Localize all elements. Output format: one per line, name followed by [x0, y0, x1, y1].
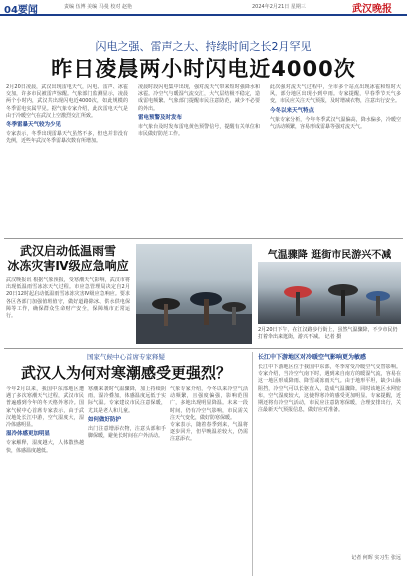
lead-subhead: 闪电之强、雷声之大、持续时间之长2月罕见: [95, 40, 312, 53]
bottom-subhead: 国家气候中心首席专家释疑: [87, 353, 165, 361]
bottom-headline: 武汉人为何对寒潮感受更强烈？: [20, 364, 231, 382]
lead-headline: 昨日凌晨两小时闪电近4000次: [51, 57, 356, 81]
photo-caption-text: 2月20日下午，在江汉路步行街上，虽然气温骤降，不少市民仍打着伞出来逛街，游兴不减。: [258, 327, 398, 340]
paper-logo: 武汉晚报: [352, 4, 392, 15]
sidebar-body: 长江中下游地区位于我国中东部，冬季常受冷暖空气交替影响。专家介绍，当冷空气南下时，遇到来自南方的暖湿气流，容易在这一地区形成降雨、降雪或冻雨天气。由于地形平坦，缺少山脉阻挡，冷空气可以长驱直入，造成气温骤降。同时该地区水网密布，空气湿度较大，这使得寒冷的感受更加明显。专家提醒，近期还将有冷空气活动，市民应注意防寒保暖，合理安排出行，关注最新天气预报信息，做好应对准备。: [258, 364, 401, 414]
bottom-col2-section: 如何做好防护: [88, 416, 122, 423]
photo-caption: [258, 327, 401, 341]
lead-col1-text-b: 专家表示，冬季出现雷暴天气虽然不多，但也并非没有先例，近些年武汉冬季雷暴次数有所增加。: [6, 131, 128, 145]
lead-col3-section: 今冬以来天气特点: [270, 107, 315, 114]
sidebar-credit: 记者 何晖 实习生 张远: [351, 555, 401, 561]
lead-column-3: [270, 84, 401, 234]
sidebar-divider: [252, 352, 253, 576]
lead-column-1: [6, 84, 128, 234]
bottom-column-3: [170, 386, 248, 576]
bottom-col1-section: 湿冷体感更加明显: [6, 431, 51, 438]
editor-credits: 责编 伍博 美编 马曼 校对 赵艳: [64, 4, 132, 10]
lead-col1-section: 冬季雷暴天气较为少见: [6, 122, 62, 129]
lead-col1-text: 2月20日凌晨，武汉出现雷电天气，闪电、雷声、冰雹交加，许多市民被雷声惊醒。气象部门监测显示，凌晨两个小时内，武汉共出现闪电近4000次，如此规模的冬季雷电实属罕见。据气象专家介绍，此次雷电天气是由于冷暖空气在武汉上空激烈交汇所致。: [6, 84, 128, 119]
bottom-col2-text-b: 出门注意增添衣物，注意头部和手脚保暖，避免长时间在户外活动。: [88, 426, 166, 440]
bottom-col2-text: 寒潮来袭时气温骤降，加上持续阴雨，湿冷叠加，体感温度远低于实际气温。专家建议市民注意保暖，尤其是老人和儿童。: [88, 386, 166, 414]
bottom-col1-text-b: 专家解释，湿度越大，人体散热越快，体感温度越低。: [6, 440, 84, 454]
divider: [4, 348, 403, 349]
lead-column-2: [138, 84, 260, 234]
bottom-column-1: [6, 386, 84, 576]
issue-date: 2024年2月21日 星期三: [252, 4, 306, 10]
photo-credit: 记者 摄: [324, 334, 342, 340]
lead-col3-text-b: 气象专家分析，今年冬季武汉气温偏高，降水偏多，冷暖空气活动频繁，容易形成雷暴等强对流天气。: [270, 116, 401, 131]
lead-col2-section: 雷电预警及时发布: [138, 114, 183, 121]
response-headline: 武汉启动低温雨雪 冰冻灾害Ⅳ级应急响应: [7, 244, 129, 273]
bottom-col3-text: 气象专家介绍，今冬以来冷空气活动频繁，且强度偏强，影响范围广，多地出现明显降温。未来一段时间，仍有冷空气影响，市民需关注天气变化，做好防寒保暖。: [170, 386, 248, 421]
photo-story-headline: 气温骤降 逛街市民游兴不减: [267, 250, 392, 261]
bottom-col1-text: 今年2月以来，我国中东部地区遭遇了多次寒潮天气过程，武汉市民普遍感到今年的冬天格外寒冷。国家气候中心首席专家表示，由于武汉地处长江中游，空气湿度大，湿冷体感明显。: [6, 386, 84, 429]
bottom-col3-text-b: 专家表示，随着春季到来，气温将逐步回升，但早晚温差较大，仍需注意添衣。: [170, 422, 248, 443]
bottom-column-2: [88, 386, 166, 576]
street-umbrellas-illustration: [258, 262, 401, 324]
lead-col2-text: 凌晨时段闪电集中出现，强对流天气带来短时强降水和冰雹。冷空气与暖湿气流交汇，大气层结极不稳定，造成雷电频繁。气象部门提醒市民注意防范，减少不必要的外出。: [138, 84, 260, 112]
lead-col3-text: 此次强对流天气过程中，全市多个站点出现冰雹和短时大风，部分地区出现小到中雨。专家提醒，早春季节天气多变，市民应关注天气预报，及时增减衣物，注意出行安全。: [270, 84, 401, 105]
umbrella-crowd-illustration: [136, 244, 252, 344]
pedestrian-street-photo: [258, 262, 401, 324]
sidebar: [258, 352, 401, 561]
divider: [4, 238, 403, 239]
response-body: 武汉晚报讯 根据气象预报，受寒潮天气影响，武汉市将出现低温雨雪冰冻天气过程。市应急管理局决定自2月20日12时起启动低温雨雪冰冻灾害Ⅳ级应急响应。要求各区各部门加强值班值守，做好道路除冰、供水供电保障等工作，确保群众生命财产安全，保障城市正常运行。: [6, 277, 130, 320]
page-header: [0, 0, 407, 16]
sidebar-heading: 长江中下游地区对冷暖空气影响更为敏感: [258, 354, 367, 361]
page-number: 04要闻: [4, 5, 38, 16]
rain-street-photo: [136, 244, 252, 344]
lead-col2-text-b: 市气象台及时发布雷电黄色预警信号，提醒有关单位和市民做好防范工作。: [138, 124, 260, 138]
